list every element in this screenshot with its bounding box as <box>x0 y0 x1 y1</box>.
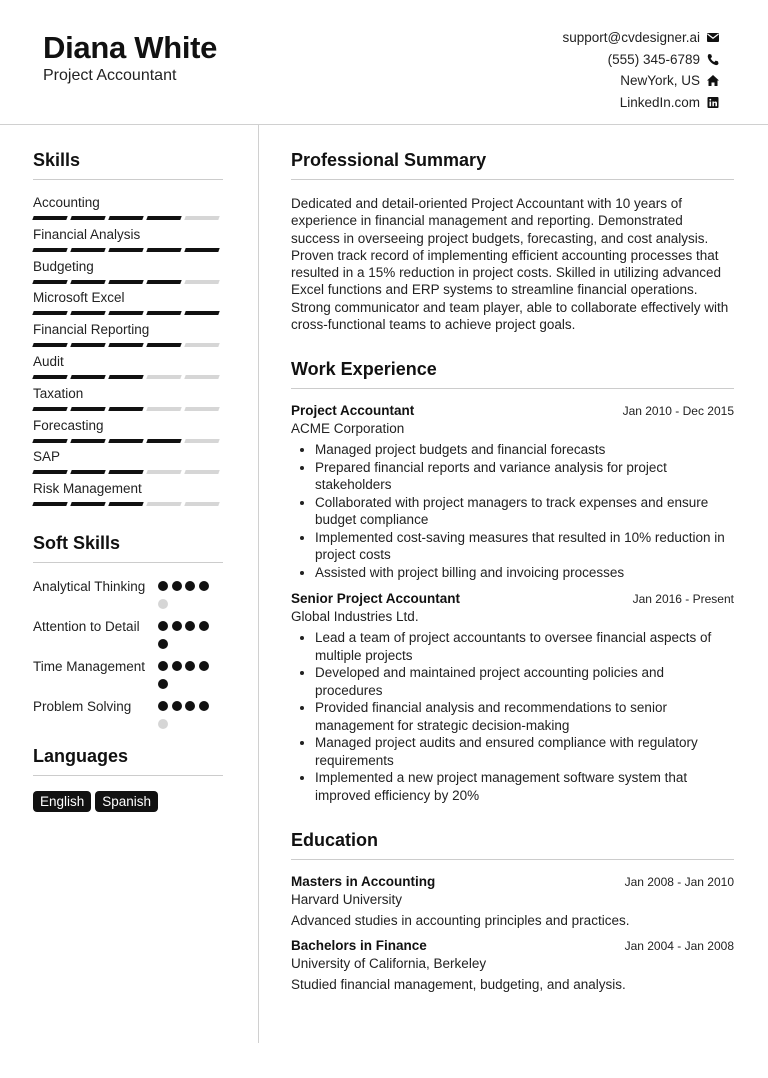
education-description: Studied financial management, budgeting, and analysis. <box>291 977 626 993</box>
rating-dot <box>158 719 168 729</box>
list-item: • Implemented a new project management software system that improved efficiency by 20% <box>315 769 734 804</box>
skill-level-segment <box>108 216 143 220</box>
skill-name: Budgeting <box>33 258 94 274</box>
skill-level-segment <box>146 375 181 379</box>
skill-level-segment <box>184 280 219 284</box>
skill-level-segment <box>108 375 143 379</box>
contact-email[interactable] <box>562 27 720 49</box>
contact-phone[interactable] <box>562 49 720 71</box>
education-entry <box>291 938 734 992</box>
skill-item <box>33 259 223 291</box>
skill-level-segment <box>108 502 143 506</box>
left-column <box>33 150 223 812</box>
education-heading: Education <box>291 830 734 860</box>
skill-level-bar <box>33 311 223 315</box>
skill-level-segment <box>146 311 181 315</box>
contact-linkedin[interactable] <box>562 92 720 114</box>
job-bullets <box>291 629 734 804</box>
skill-level-segment <box>146 280 181 284</box>
job-entry <box>291 591 734 804</box>
education-description: Advanced studies in accounting principles and practices. <box>291 913 630 929</box>
degree-title: Masters in Accounting <box>291 874 436 890</box>
languages-list <box>33 791 223 812</box>
rating-dot <box>199 661 209 671</box>
skill-level-bar <box>33 470 223 474</box>
rating-dot <box>185 581 195 591</box>
soft-skills-list <box>33 578 223 738</box>
skill-name: Microsoft Excel <box>33 290 125 306</box>
skill-level-segment <box>70 375 105 379</box>
candidate-title: Project Accountant <box>43 67 177 84</box>
skill-level-bar <box>33 280 223 284</box>
list-item: • Developed and maintained project accounting policies and procedures <box>315 664 734 699</box>
skill-name: Taxation <box>33 385 84 401</box>
skill-level-bar <box>33 216 223 220</box>
skill-level-bar <box>33 502 223 506</box>
resume-header <box>0 0 768 125</box>
skill-name: Audit <box>33 353 64 369</box>
skill-level-segment <box>108 470 143 474</box>
soft-skill-name: Problem Solving <box>33 698 132 714</box>
skill-item <box>33 449 223 481</box>
list-item: • Collaborated with project managers to track expenses and ensure budget compliance <box>315 494 734 529</box>
skill-level-segment <box>146 470 181 474</box>
soft-skills-section <box>33 533 223 738</box>
right-column <box>291 150 734 992</box>
list-item: • Prepared financial reports and variance analysis for project stakeholders <box>315 459 734 494</box>
skill-level-segment <box>32 216 67 220</box>
skill-level-segment <box>32 343 67 347</box>
skill-name: Forecasting <box>33 417 104 433</box>
skill-level-segment <box>108 439 143 443</box>
contact-linkedin-text: LinkedIn.com <box>619 94 700 110</box>
skill-level-segment <box>108 280 143 284</box>
language-badge: English <box>33 791 91 812</box>
skill-level-segment <box>70 343 105 347</box>
skill-item <box>33 354 223 386</box>
rating-dot <box>172 701 182 711</box>
rating-dot <box>185 621 195 631</box>
skill-level-segment <box>32 311 67 315</box>
experience-section <box>291 359 734 804</box>
candidate-name: Diana White <box>43 30 218 65</box>
skill-level-segment <box>184 375 219 379</box>
job-date: Jan 2016 - Present <box>632 592 734 607</box>
home-icon <box>706 74 720 87</box>
rating-dot <box>185 661 195 671</box>
rating-dot <box>172 661 182 671</box>
list-item: • Assisted with project billing and invoicing processes <box>315 564 734 582</box>
skill-level-segment <box>108 343 143 347</box>
job-company: Global Industries Ltd. <box>291 609 419 625</box>
skill-level-segment <box>146 343 181 347</box>
rating-dot <box>199 621 209 631</box>
rating-dot <box>158 661 168 671</box>
skill-item <box>33 481 223 513</box>
skill-level-bar <box>33 375 223 379</box>
skill-level-segment <box>146 439 181 443</box>
skill-level-segment <box>32 407 67 411</box>
skill-level-segment <box>70 470 105 474</box>
skill-item <box>33 386 223 418</box>
skill-level-segment <box>108 311 143 315</box>
skill-item <box>33 418 223 450</box>
job-entry <box>291 403 734 581</box>
rating-dot <box>172 621 182 631</box>
skill-level-segment <box>70 311 105 315</box>
skill-level-segment <box>70 407 105 411</box>
skill-item <box>33 290 223 322</box>
column-divider <box>258 125 259 1043</box>
skill-name: Risk Management <box>33 481 142 497</box>
school-name: University of California, Berkeley <box>291 956 487 972</box>
soft-skill-rating <box>158 658 214 698</box>
skill-level-segment <box>32 375 67 379</box>
rating-dot <box>185 701 195 711</box>
soft-skill-rating <box>158 578 214 618</box>
skills-section <box>33 150 223 513</box>
list-item: • Provided financial analysis and recommendations to senior management for strategic decision-making <box>315 699 734 734</box>
skill-level-segment <box>146 248 181 252</box>
skill-item <box>33 195 223 227</box>
skills-heading: Skills <box>33 150 223 180</box>
skill-level-segment <box>108 407 143 411</box>
summary-section <box>291 150 734 333</box>
rating-dot <box>199 701 209 711</box>
summary-text: Dedicated and detail-oriented Project Accountant with 10 years of experience in financial management and reporting. Demonstrated success in overseeing project budgets, forecasting, and cost analysis. Proven track record of implementing efficient accounting processes that resulted in a 15% reduction in project costs. Skilled in utilizing advanced Excel functions and ERP systems to streamline financial operations. Strong communicator and team player, able to collaborate effectively with cross-functional teams to achieve project goals. <box>291 196 729 333</box>
rating-dot <box>158 701 168 711</box>
skill-level-segment <box>146 407 181 411</box>
soft-skill-item <box>33 578 223 618</box>
skill-level-segment <box>32 502 67 506</box>
soft-skill-item <box>33 658 223 698</box>
linkedin-icon <box>706 96 720 109</box>
job-bullets <box>291 441 734 581</box>
skill-level-segment <box>184 470 219 474</box>
skill-level-segment <box>70 216 105 220</box>
list-item: • Managed project audits and ensured compliance with regulatory requirements <box>315 734 734 769</box>
skill-name: Accounting <box>33 195 100 210</box>
contact-location <box>562 70 720 92</box>
contact-email-text: support@cvdesigner.ai <box>562 30 700 46</box>
soft-skills-heading: Soft Skills <box>33 533 223 563</box>
rating-dot <box>158 639 168 649</box>
contact-list <box>562 27 720 113</box>
skill-level-segment <box>108 248 143 252</box>
list-item: • Implemented cost-saving measures that resulted in 10% reduction in project costs <box>315 529 734 564</box>
soft-skill-rating <box>158 698 214 738</box>
skill-name: SAP <box>33 449 61 465</box>
list-item: • Managed project budgets and financial forecasts <box>315 441 734 459</box>
education-section <box>291 830 734 992</box>
skill-item <box>33 322 223 354</box>
skill-level-bar <box>33 248 223 252</box>
skill-level-segment <box>70 439 105 443</box>
skill-level-segment <box>32 280 67 284</box>
languages-section <box>33 746 223 812</box>
soft-skill-name: Attention to Detail <box>33 618 140 634</box>
degree-title: Bachelors in Finance <box>291 938 427 954</box>
job-title: Senior Project Accountant <box>291 591 461 607</box>
skills-list <box>33 195 223 513</box>
skill-level-segment <box>70 502 105 506</box>
skill-item <box>33 227 223 259</box>
contact-phone-text: (555) 345-6789 <box>607 51 700 67</box>
skill-level-segment <box>184 343 219 347</box>
rating-dot <box>199 581 209 591</box>
rating-dot <box>158 621 168 631</box>
skill-level-bar <box>33 343 223 347</box>
language-badge: Spanish <box>95 791 158 812</box>
skill-level-segment <box>184 439 219 443</box>
soft-skill-item <box>33 698 223 738</box>
education-date: Jan 2008 - Jan 2010 <box>624 875 734 890</box>
soft-skill-rating <box>158 618 214 658</box>
experience-heading: Work Experience <box>291 359 734 389</box>
list-item: • Lead a team of project accountants to oversee financial aspects of multiple projects <box>315 629 734 664</box>
skill-level-bar <box>33 407 223 411</box>
soft-skill-name: Time Management <box>33 658 146 674</box>
skill-name: Financial Reporting <box>33 322 150 338</box>
languages-heading: Languages <box>33 746 223 776</box>
job-title: Project Accountant <box>291 403 415 419</box>
soft-skill-name: Analytical Thinking <box>33 578 146 594</box>
skill-level-segment <box>32 470 67 474</box>
education-entry <box>291 874 734 928</box>
job-date: Jan 2010 - Dec 2015 <box>622 404 734 419</box>
skill-level-segment <box>146 216 181 220</box>
rating-dot <box>158 599 168 609</box>
job-company: ACME Corporation <box>291 421 405 437</box>
skill-level-segment <box>70 280 105 284</box>
soft-skill-item <box>33 618 223 658</box>
phone-icon <box>706 53 720 66</box>
skill-level-segment <box>184 216 219 220</box>
education-date: Jan 2004 - Jan 2008 <box>624 939 734 954</box>
rating-dot <box>158 679 168 689</box>
contact-location-text: NewYork, US <box>620 73 700 89</box>
skill-level-bar <box>33 439 223 443</box>
summary-heading: Professional Summary <box>291 150 734 180</box>
skill-level-segment <box>146 502 181 506</box>
skill-level-segment <box>184 502 219 506</box>
skill-level-segment <box>70 248 105 252</box>
skill-name: Financial Analysis <box>33 226 141 242</box>
school-name: Harvard University <box>291 892 403 908</box>
skill-level-segment <box>184 407 219 411</box>
skill-level-segment <box>32 248 67 252</box>
rating-dot <box>172 581 182 591</box>
envelope-icon <box>706 31 720 44</box>
rating-dot <box>158 581 168 591</box>
skill-level-segment <box>184 311 219 315</box>
skill-level-segment <box>32 439 67 443</box>
skill-level-segment <box>184 248 219 252</box>
